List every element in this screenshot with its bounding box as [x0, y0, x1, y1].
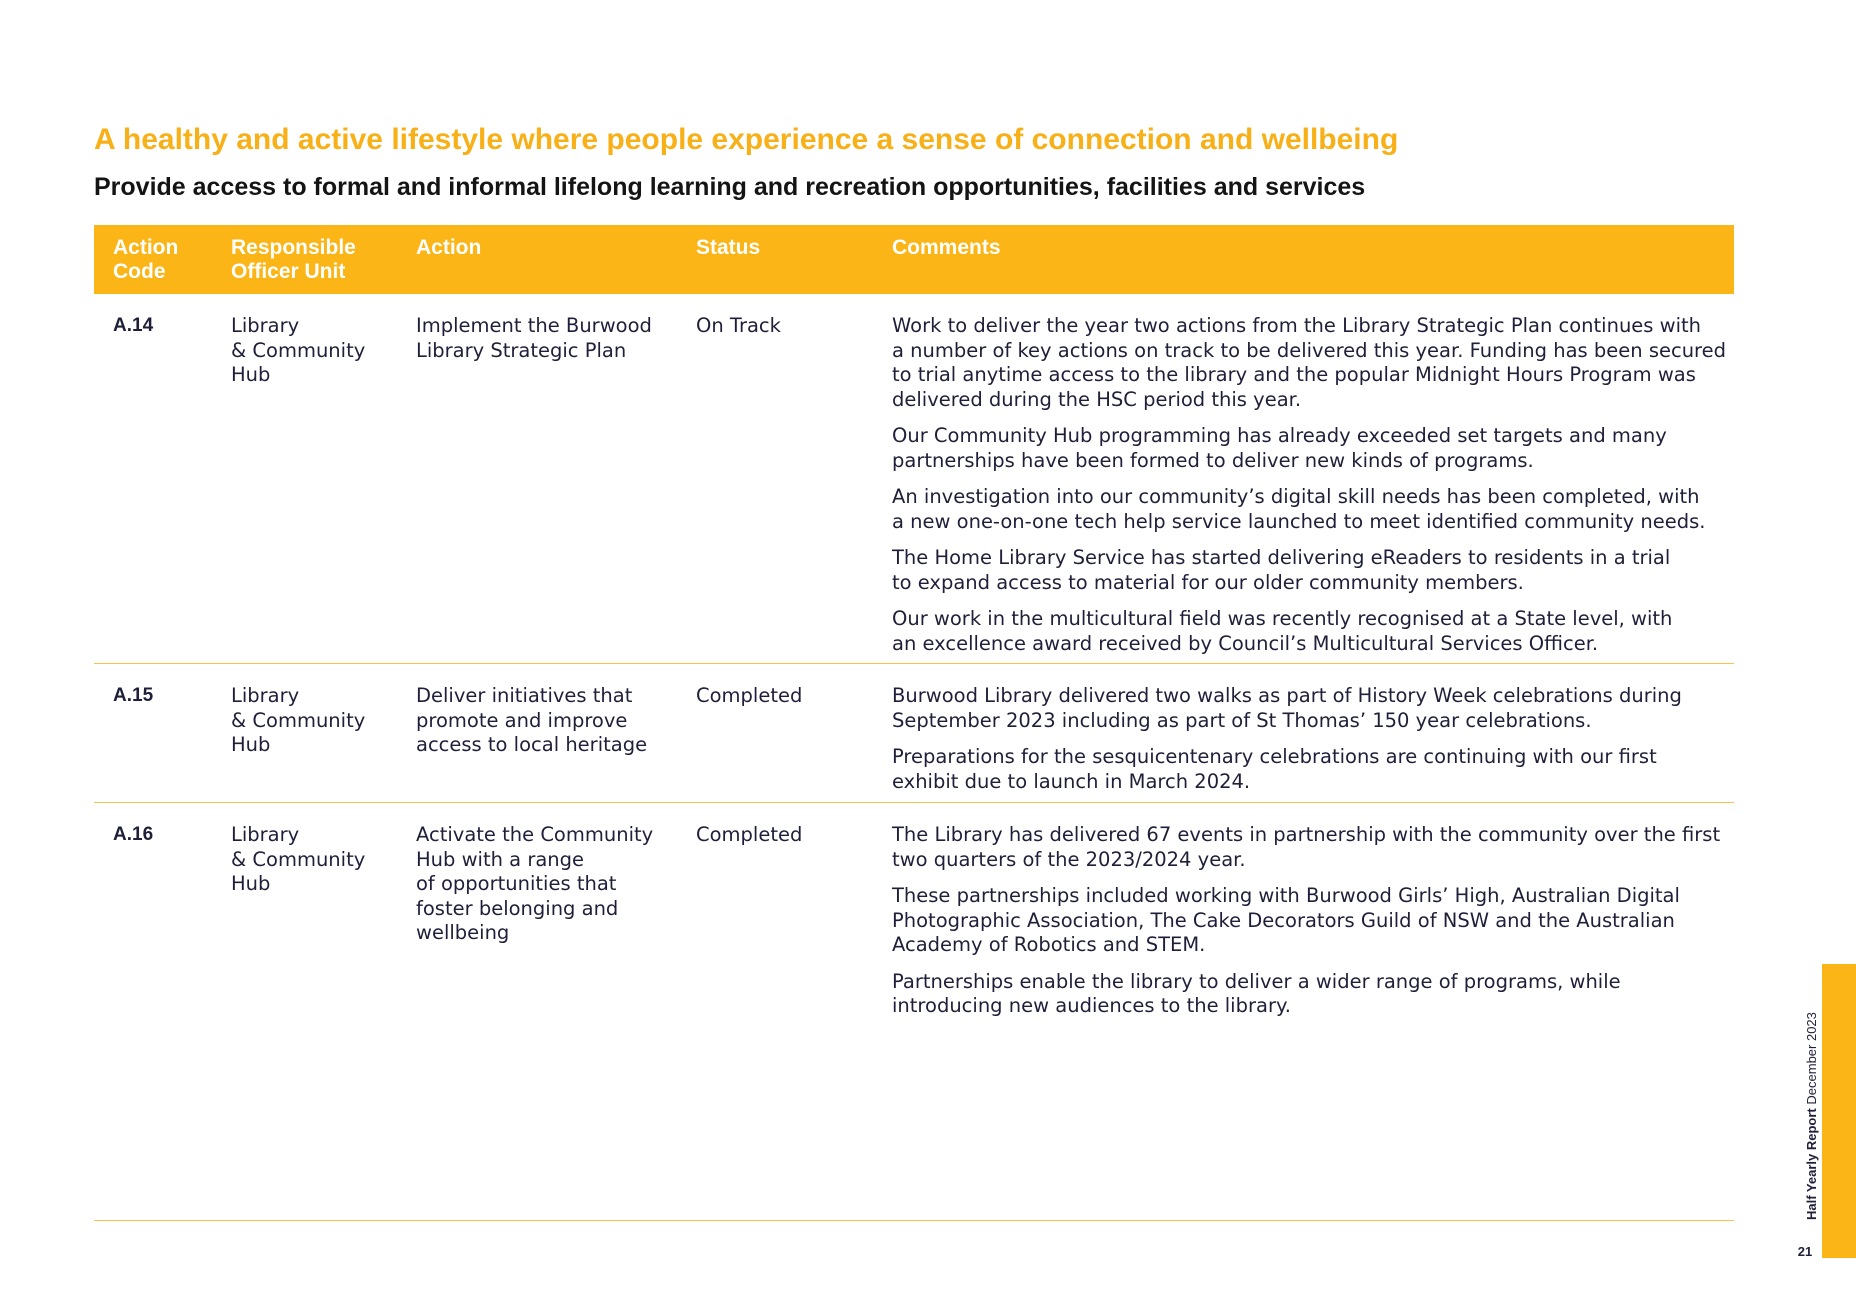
comment-paragraph: Work to deliver the year two actions from the Library Strategic Plan continues with a number of key actions on track to be delivered this year. Funding has been secured to trial anytime access to the library and the popular Midnight Hours Program was delivered during the HSC period this year. [892, 314, 1727, 411]
header-responsible-officer-unit: Responsible Officer Unit [231, 236, 356, 283]
comment-paragraph: The Home Library Service has started delivering eReaders to residents in a trial to expand access to material for our older community members. [892, 546, 1671, 594]
action-description: Implement the Burwood Library Strategic Plan [416, 314, 652, 362]
header-status: Status [696, 236, 761, 259]
report-period: December 2023 [1804, 1012, 1819, 1105]
comment-paragraph: Burwood Library delivered two walks as part of History Week celebrations during September 2023 including as part of St Thomas’ 150 year celebrations. [892, 684, 1682, 732]
status: Completed [696, 684, 803, 707]
header-comments: Comments [892, 236, 1001, 259]
comments [892, 684, 1742, 806]
action-code: A.16 [113, 824, 154, 845]
responsible-officer-unit: Library & Community Hub [231, 684, 366, 756]
action-code: A.15 [113, 685, 154, 706]
header-action-code: Action Code [113, 236, 179, 283]
status: Completed [696, 823, 803, 846]
side-accent-bar [1822, 964, 1856, 1258]
report-footer-label [1804, 1012, 1820, 1220]
page-heading: A healthy and active lifestyle where people experience a sense of connection and wellbeing [94, 123, 1399, 156]
comments [892, 823, 1742, 1031]
status: On Track [696, 314, 781, 337]
action-description: Deliver initiatives that promote and improve access to local heritage [416, 684, 648, 756]
table-row [94, 294, 1734, 664]
comment-paragraph: Partnerships enable the library to deliver a wider range of programs, while introducing new audiences to the library. [892, 969, 1621, 1017]
report-title: Half Yearly Report [1804, 1108, 1819, 1220]
table-row [94, 803, 1734, 1221]
comments [892, 314, 1742, 668]
comment-paragraph: Preparations for the sesquicentenary celebrations are continuing with our first exhibit due to launch in March 2024. [892, 745, 1657, 793]
table-header [94, 225, 1734, 294]
comment-paragraph: An investigation into our community’s digital skill needs has been completed, with a new one-on-one tech help service launched to meet identified community needs. [892, 485, 1706, 533]
comment-paragraph: The Library has delivered 67 events in partnership with the community over the first two quarters of the 2023/2024 year. [892, 823, 1721, 871]
comment-paragraph: These partnerships included working with Burwood Girls’ High, Australian Digital Photographic Association, The Cake Decorators Guild of NSW and the Australian Academy of Robotics and STEM. [892, 884, 1680, 956]
page-subheading: Provide access to formal and informal lifelong learning and recreation opportunities, facilities and services [94, 173, 1366, 201]
action-code: A.14 [113, 315, 154, 336]
action-description: Activate the Community Hub with a range of opportunities that foster belonging and wellbeing [416, 823, 654, 944]
comment-paragraph: Our work in the multicultural field was recently recognised at a State level, with an excellence award received by Council’s Multicultural Services Officer. [892, 607, 1673, 655]
responsible-officer-unit: Library & Community Hub [231, 823, 366, 895]
page-number: 21 [1797, 1244, 1813, 1259]
responsible-officer-unit: Library & Community Hub [231, 314, 366, 386]
header-action: Action [416, 236, 482, 259]
table-row [94, 664, 1734, 803]
actions-table [94, 225, 1734, 1221]
comment-paragraph: Our Community Hub programming has already exceeded set targets and many partnerships have been formed to deliver new kinds of programs. [892, 424, 1667, 472]
